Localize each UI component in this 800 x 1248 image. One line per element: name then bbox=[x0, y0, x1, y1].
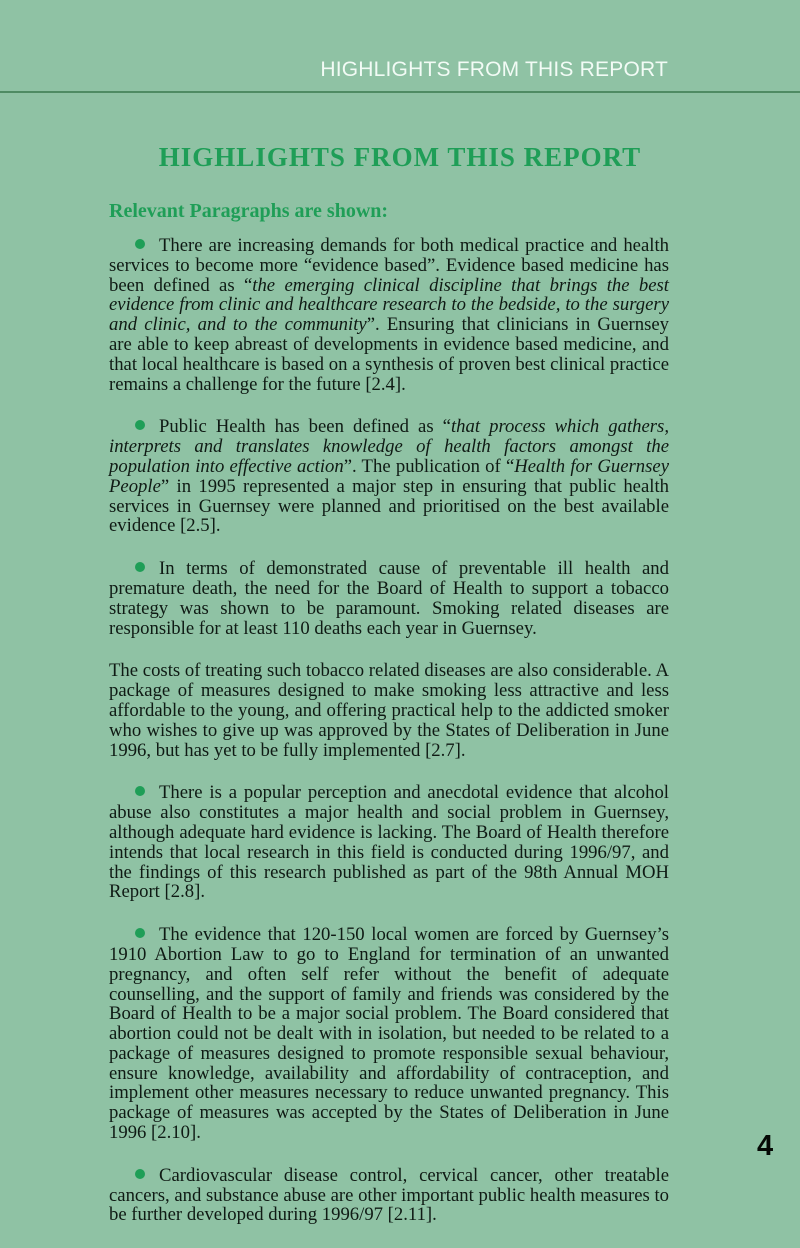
paragraph-abortion-law bbox=[109, 925, 669, 1143]
paragraph-text: There are increasing demands for both medical practice and health services to become more “evidence based”. Evidence based medicine has been defined as “ bbox=[109, 235, 669, 296]
bullet-icon bbox=[135, 420, 145, 430]
highlights-content bbox=[109, 236, 669, 1248]
paragraph-text: Cardiovascular disease control, cervical cancer, other treatable cancers, and substance abuse are other important public health measures to be further developed during 1996/97 [2.11]. bbox=[109, 1164, 669, 1226]
paragraph-text: The evidence that 120-150 local women are forced by Guernsey’s 1910 Abortion Law to go to England for termination of an unwanted pregnancy, and often self refer without the benefit of adequate counselling, and the support of family and friends was considered by the Board of Health to be a major social problem. The Board considered that abortion could not be dealt with in isolation, but needed to be related to a package of measures designed to promote responsible sexual behaviour, ensure knowledge, availability and affordability of contraception, and implement other measures necessary to reduce unwanted pregnancy. This package of measures was accepted by the States of Deliberation in June 1996 [2.10]. bbox=[109, 924, 669, 1144]
paragraph-text: There is a popular perception and anecdotal evidence that alcohol abuse also constitutes a major health and social problem in Guernsey, although adequate hard evidence is lacking. The Board of Health therefore intends that local research in this field is conducted during 1996/97, and the findings of this research published as part of the 98th Annual MOH Report [2.8]. bbox=[109, 782, 669, 903]
bullet-icon bbox=[135, 562, 145, 572]
bullet-icon bbox=[135, 239, 145, 249]
bullet-icon bbox=[135, 786, 145, 796]
paragraph-alcohol-abuse bbox=[109, 783, 669, 902]
paragraph-text: ”. The publication of “ bbox=[343, 455, 515, 477]
paragraph-text: ” in 1995 represented a major step in ensuring that public health services in Guernsey were planned and prioritised on the best available evidence [2.5]. bbox=[109, 475, 669, 537]
paragraph-text: Public Health has been defined as “ bbox=[159, 416, 451, 438]
paragraph-text: In terms of demonstrated cause of preventable ill health and premature death, the need for the Board of Health to support a tobacco strategy was shown to be paramount. Smoking related diseases are responsible for at least 110 deaths each year in Guernsey. bbox=[109, 558, 669, 639]
paragraph-text: ”. Ensuring that clinicians in Guernsey are able to keep abreast of developments in evidence based medicine, and that local healthcare is based on a synthesis of proven best clinical practice remains a challenge for the future [2.4]. bbox=[109, 314, 669, 395]
intro-text: Relevant Paragraphs are shown: bbox=[109, 200, 389, 222]
bullet-icon bbox=[135, 1169, 145, 1179]
paragraph-tobacco-strategy bbox=[109, 559, 669, 638]
running-header: HIGHLIGHTS FROM THIS REPORT bbox=[320, 58, 668, 81]
quoted-definition: that process which gathers, interprets and translates knowledge of health factors amongst the population into effective action bbox=[109, 416, 669, 477]
header-rule bbox=[0, 91, 800, 93]
page-number: 4 bbox=[757, 1130, 774, 1162]
paragraph-tobacco-costs bbox=[109, 661, 669, 760]
publication-title: Health for Guernsey People bbox=[109, 455, 669, 497]
bullet-icon bbox=[135, 928, 145, 938]
page-title: HIGHLIGHTS FROM THIS REPORT bbox=[158, 142, 642, 172]
paragraph-evidence-based-medicine bbox=[109, 236, 669, 394]
paragraph-public-health bbox=[109, 417, 669, 536]
paragraph-text: The costs of treating such tobacco related diseases are also considerable. A package of measures designed to make smoking less attractive and less affordable to the young, and offering practical help to the addicted smoker who wishes to give up was approved by the States of Deliberation in June 1996, but has yet to be fully implemented [2.7]. bbox=[109, 660, 669, 761]
paragraph-other-measures bbox=[109, 1166, 669, 1225]
quoted-definition: the emerging clinical discipline that brings the best evidence from clinic and healthcare research to the bedside, to the surgery and clinic, and to the community bbox=[109, 274, 669, 336]
